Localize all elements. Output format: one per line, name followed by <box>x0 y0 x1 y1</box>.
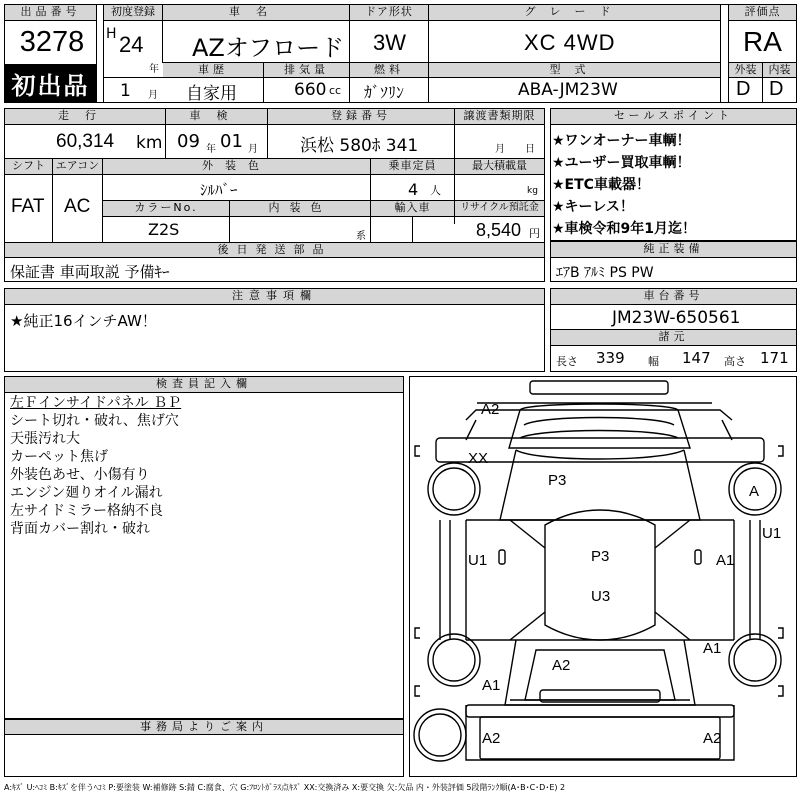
interior-score: D <box>769 78 784 100</box>
interior-label: 内装 <box>763 63 796 77</box>
seats-unit: 人 <box>430 184 441 197</box>
plate-number: 浜松 580ﾎ 341 <box>300 136 419 156</box>
transfer-label: 譲渡書類期限 <box>455 109 544 124</box>
inspector-label: 検査員記入欄 <box>5 377 403 392</box>
damage-label: XX <box>468 450 489 467</box>
damage-label: U1 <box>762 525 782 542</box>
caution-label: 注意事項欄 <box>5 289 544 304</box>
damage-label: A2 <box>552 657 571 674</box>
color-no-label: カラーNo. <box>103 201 229 216</box>
grade-label: グレード <box>429 5 720 20</box>
first-reg-month: 1 <box>120 81 131 101</box>
inspector-note-1: 左Ｆインサイドパネル ＢＰ <box>10 395 182 411</box>
score: RA <box>743 26 782 57</box>
mileage-label: 走行 <box>5 109 165 124</box>
displacement-unit: cc <box>329 84 342 97</box>
history: 自家用 <box>186 84 237 104</box>
mileage: 60,314 <box>56 131 115 152</box>
inspector-note-8: 背面カバー割れ・破れ <box>10 521 150 537</box>
recycle-label: リサイクル預託金 <box>455 201 544 216</box>
equipment-label: 純正装備 <box>551 242 796 257</box>
ext-color: ｼﾙﾊﾞｰ <box>200 181 238 199</box>
inspection-year: 09 <box>177 131 200 152</box>
int-color-unit: 系 <box>356 231 366 242</box>
damage-label: A1 <box>716 552 735 569</box>
sales-point-5: ★車検令和9年1月迄！ <box>552 221 697 237</box>
width: 147 <box>682 349 711 367</box>
door-label: ドア形状 <box>350 5 428 20</box>
damage-label: A1 <box>482 677 501 694</box>
seats-label: 乗車定員 <box>371 159 454 174</box>
length: 339 <box>596 349 625 367</box>
first-reg-label: 初度登録 <box>104 5 162 20</box>
history-label: 車歴 <box>163 63 263 77</box>
inspection-month-unit: 月 <box>248 144 258 155</box>
specs-label: 諸元 <box>551 330 796 345</box>
ac-label: エアコン <box>53 159 102 174</box>
car-name-label: 車名 <box>163 5 349 20</box>
recycle-deposit: 8,540 <box>476 220 522 240</box>
office-label: 事務局よりご案内 <box>5 720 403 734</box>
chassis-number: JM23W-650561 <box>612 308 741 328</box>
int-color-label: 内装色 <box>230 201 370 216</box>
damage-label: A2 <box>481 401 500 418</box>
damage-label: P3 <box>548 472 567 489</box>
score-label: 評価点 <box>729 5 796 20</box>
plate-label: 登録番号 <box>268 109 454 124</box>
sales-point-2: ★ユーザー買取車輌！ <box>552 155 691 171</box>
recycle-unit: 円 <box>529 227 540 240</box>
damage-label: A <box>749 483 760 500</box>
inspector-note-2: シート切れ・破れ、焦げ穴 <box>10 413 179 429</box>
inspection-label: 車検 <box>166 109 267 124</box>
import-label: 輸入車 <box>371 201 454 216</box>
inspector-note-5: 外装色あせ、小傷有り <box>10 467 150 483</box>
displacement-label: 排気量 <box>264 63 349 77</box>
damage-label: P3 <box>591 548 610 565</box>
transfer-day-unit: 日 <box>525 144 535 155</box>
damage-label: U1 <box>468 552 488 569</box>
sales-point-4: ★キーレス！ <box>552 199 634 215</box>
mileage-unit: km <box>136 133 163 153</box>
inspection-month: 01 <box>220 131 243 152</box>
grade: XC 4WD <box>524 30 616 55</box>
color-number: Z2S <box>148 220 180 239</box>
damage-label: A1 <box>703 640 722 657</box>
first-listing-badge: 初出品 <box>5 64 96 102</box>
car-name: AZオフロード <box>192 34 345 62</box>
model: ABA-JM23W <box>518 80 618 100</box>
inspector-note-3: 天張汚れ大 <box>10 431 80 447</box>
transfer-month-unit: 月 <box>495 144 505 155</box>
later-parts-label: 後日発送部品 <box>5 243 544 257</box>
door-type: 3W <box>373 30 406 55</box>
height-label: 高さ <box>724 355 746 368</box>
height: 171 <box>760 349 789 367</box>
exterior-score: D <box>736 78 751 100</box>
damage-label: U3 <box>591 588 611 605</box>
width-label: 幅 <box>648 355 659 368</box>
first-reg-era: H <box>106 26 117 42</box>
later-parts: 保証書 車両取説 予備ｷｰ <box>10 263 170 281</box>
ext-color-label: 外装色 <box>103 159 370 174</box>
first-reg-month-unit: 月 <box>148 90 158 101</box>
legend: A:ｷｽﾞ U:ﾍｺﾐ B:ｷｽﾞを伴うﾍｺﾐ P:要塗装 W:補修跡 S:錆 C:腐食、穴 G:ﾌﾛﾝﾄｶﾞﾗｽ点ｷｽﾞ XX:交換済み X:要交換 欠:欠品 内・外装評価 5段階ﾗﾝｸ順(A･B･C･D･E) 2 <box>4 783 566 792</box>
first-reg-year-unit: 年 <box>149 64 159 75</box>
inspector-note-7: 左サイドミラー格納不良 <box>10 503 164 519</box>
lot-number: 3278 <box>19 26 85 58</box>
inspection-year-unit: 年 <box>206 144 216 155</box>
fuel-label: 燃料 <box>350 63 428 77</box>
length-label: 長さ <box>556 355 578 368</box>
shift: FAT <box>11 196 45 217</box>
fuel: ｶﾞｿﾘﾝ <box>364 83 405 102</box>
inspector-note-6: エンジン廻りオイル漏れ <box>10 485 163 501</box>
model-label: 型式 <box>429 63 720 77</box>
load-label: 最大積載量 <box>455 159 544 174</box>
seats: 4 <box>408 180 419 199</box>
load-unit: kg <box>527 186 538 196</box>
lot-no-label: 出品番号 <box>5 5 96 20</box>
sales-point-3: ★ETC車載器！ <box>552 177 650 193</box>
shift-label: シフト <box>5 159 52 174</box>
caution-value: ★純正16インチAW！ <box>10 312 157 330</box>
sales-point-1: ★ワンオーナー車輌！ <box>552 133 691 149</box>
equipment-value: ｴｱB ｱﾙﾐ PS PW <box>556 265 654 281</box>
damage-label: A2 <box>703 730 722 747</box>
sales-points-label: セールスポイント <box>551 109 796 124</box>
inspector-note-4: カーペット焦げ <box>10 449 108 465</box>
first-reg-year: 24 <box>119 32 144 57</box>
air-conditioner: AC <box>64 196 91 217</box>
displacement: 660 <box>294 80 327 100</box>
exterior-label: 外装 <box>729 63 762 77</box>
damage-label: A2 <box>482 730 501 747</box>
chassis-label: 車台番号 <box>551 289 796 304</box>
